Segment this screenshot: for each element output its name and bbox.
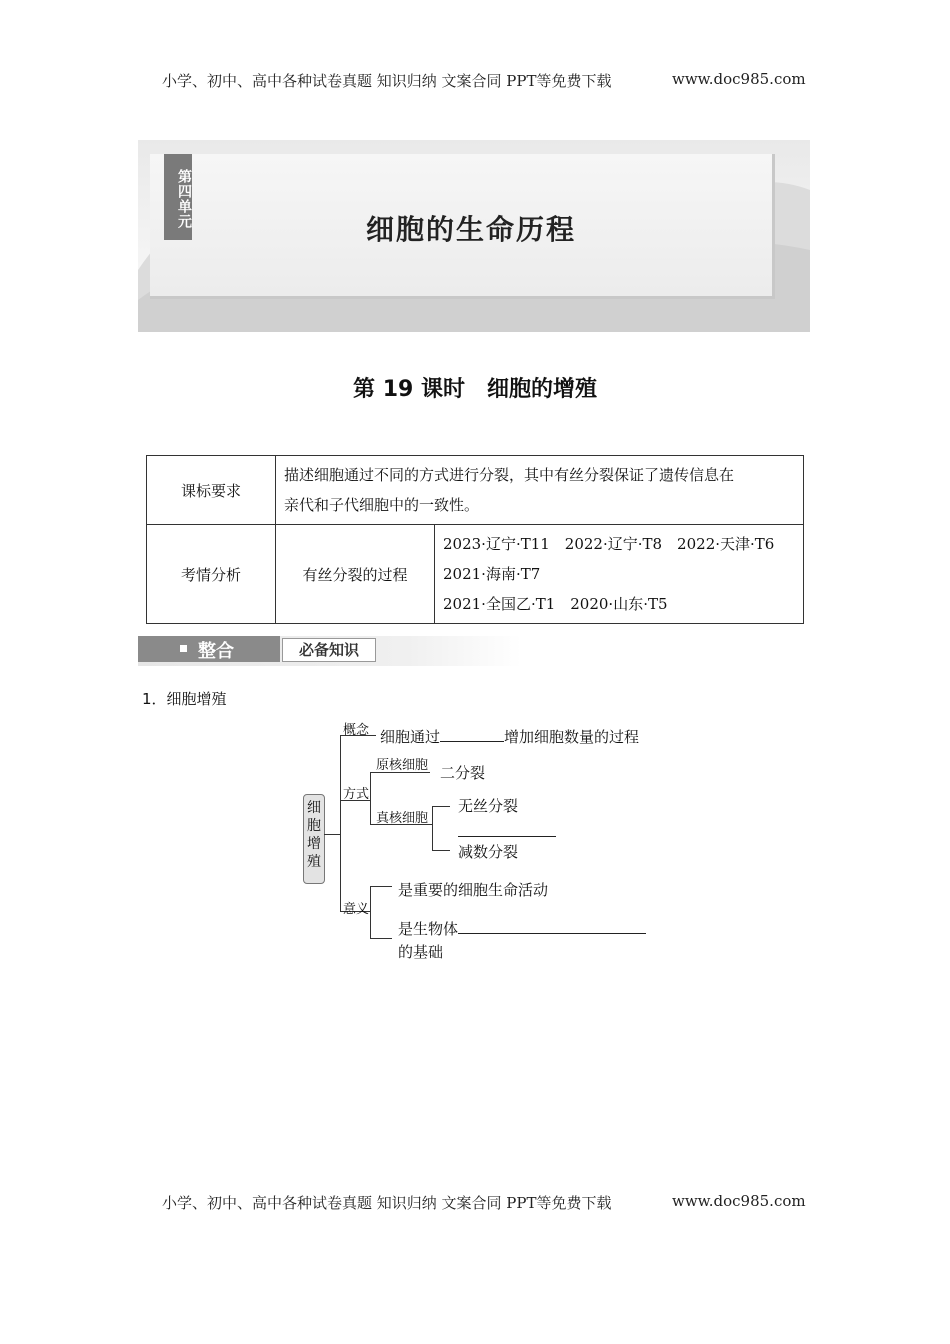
exam-analysis-label: 考情分析: [147, 525, 276, 624]
exam-topic: 有丝分裂的过程: [276, 525, 435, 624]
concept-text-post: 增加细胞数量的过程: [504, 728, 640, 746]
section-subtitle: 必备知识: [282, 638, 376, 662]
curriculum-text-line1: 描述细胞通过不同的方式进行分裂，其中有丝分裂保证了遗传信息在: [284, 466, 735, 484]
table-row: [147, 525, 804, 624]
eukaryote-label: 真核细胞: [376, 811, 429, 826]
meaning-text-2-pre: 是生物体: [398, 920, 459, 938]
section-bar: [138, 636, 522, 666]
method-label: 方式: [343, 787, 370, 802]
section-title: 整合: [198, 641, 234, 662]
connector-line: [432, 806, 433, 850]
exam-ref-line: 2021·海南·T7: [443, 565, 541, 583]
table-row: [147, 456, 804, 525]
concept-label: 概念: [343, 723, 370, 738]
unit-banner: [138, 140, 810, 332]
connector-line: [370, 886, 371, 938]
fill-blank[interactable]: [440, 727, 504, 742]
prokaryote-label: 原核细胞: [376, 758, 429, 773]
meaning-text-1: 是重要的细胞生命活动: [398, 881, 549, 899]
connector-line: [370, 938, 392, 939]
fill-blank[interactable]: [458, 919, 646, 934]
exam-ref-line: 2021·全国乙·T1 2020·山东·T5: [443, 595, 668, 613]
concept-text: [380, 726, 639, 747]
exam-ref-line: 2023·辽宁·T11 2022·辽宁·T8 2022·天津·T6: [443, 535, 775, 553]
unit-title: 细胞的生命历程: [366, 213, 577, 246]
concept-text-pre: 细胞通过: [380, 728, 441, 746]
unit-badge: 第四单元: [164, 154, 192, 240]
page-footer-url[interactable]: www.doc985.com: [672, 1192, 806, 1210]
mindmap-root: 细胞增殖: [303, 794, 325, 884]
prokaryote-method: 二分裂: [440, 764, 486, 782]
connector-line: [324, 834, 340, 835]
curriculum-label: 课标要求: [147, 456, 276, 525]
connector-line: [370, 772, 371, 824]
exam-references: [435, 525, 804, 624]
item-heading: 1．细胞增殖: [142, 690, 227, 708]
connector-line: [340, 735, 341, 911]
curriculum-text-line2: 亲代和子代细胞中的一致性。: [284, 496, 480, 514]
page-footer-text: 小学、初中、高中各种试卷真题 知识归纳 文案合同 PPT等免费下载: [162, 1194, 612, 1212]
page-header-url[interactable]: www.doc985.com: [672, 70, 806, 88]
curriculum-text: [276, 456, 804, 525]
connector-line: [432, 806, 450, 807]
lesson-title: 第 19 课时 细胞的增殖: [353, 377, 597, 402]
requirements-table: [146, 455, 804, 624]
meaning-text-2: [398, 918, 646, 939]
eukaryote-method-3: 减数分裂: [458, 843, 519, 861]
square-icon: [180, 645, 187, 652]
eukaryote-method-1: 无丝分裂: [458, 797, 519, 815]
meaning-text-2-post: 的基础: [398, 943, 444, 961]
meaning-label: 意义: [343, 902, 370, 917]
connector-line: [370, 886, 392, 887]
fill-blank[interactable]: [458, 822, 556, 837]
connector-line: [432, 850, 450, 851]
page-header-text: 小学、初中、高中各种试卷真题 知识归纳 文案合同 PPT等免费下载: [162, 72, 612, 90]
